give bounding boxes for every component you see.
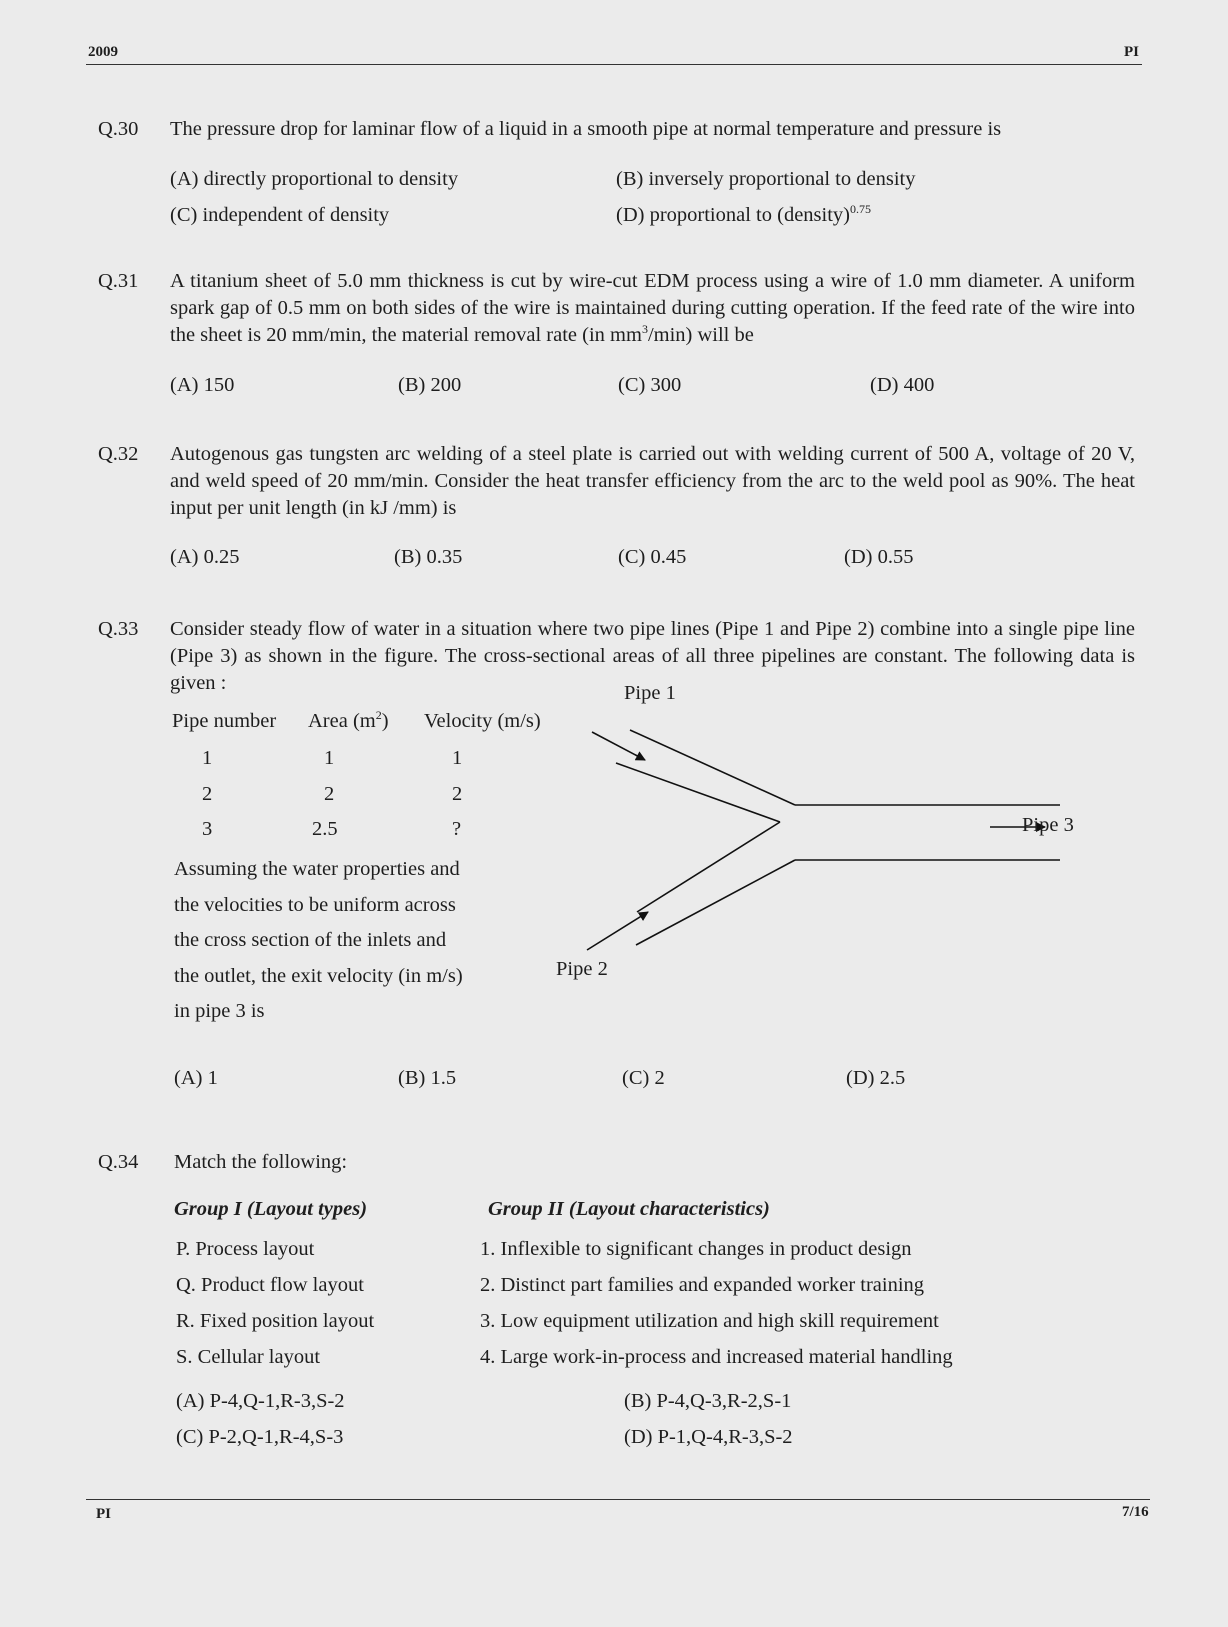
question-text-part1: A titanium sheet of 5.0 mm thickness is cut by wire-cut EDM process using a wire of 1.0 mm diameter. A uniform spark gap of 0.5 mm on both sides of the wire is maintained during cutting operation. If the feed rate of the wire into the sheet is 20 mm/min, the material removal rate (in mm	[170, 270, 1135, 346]
group1-heading: Group I (Layout types)	[174, 1198, 368, 1220]
text-line: the outlet, the exit velocity (in m/s)	[174, 964, 463, 987]
text-line: in pipe 3 is	[174, 1000, 265, 1022]
question-number: Q.30	[98, 118, 139, 140]
pipe2-upper-wall	[637, 822, 780, 912]
text-line: the cross section of the inlets and	[174, 929, 447, 951]
table-head-area-text: Area (m	[308, 710, 376, 732]
question-text: Autogenous gas tungsten arc welding of a steel plate is carried out with welding current of 500 A, voltage of 20 V, and weld speed of 20 mm/min. Consider the heat transfer efficiency from the arc to the weld pool as 90%. The heat input per unit length (in kJ /mm) is	[170, 443, 1135, 519]
table-head-area	[308, 708, 389, 735]
option-b: (B) 1.5	[398, 1067, 457, 1089]
pipe1-upper-wall	[630, 730, 795, 805]
group1-item: S. Cellular layout	[176, 1346, 321, 1368]
group2-item: 2. Distinct part families and expanded worker training	[480, 1274, 925, 1296]
option-c: (C) 2	[622, 1067, 665, 1089]
question-text	[170, 268, 1135, 349]
group1-item: R. Fixed position layout	[176, 1310, 375, 1332]
table-cell: 1	[202, 747, 213, 769]
question-text: Match the following:	[174, 1151, 348, 1173]
group2-heading: Group II (Layout characteristics)	[488, 1198, 770, 1220]
option-c: (C) independent of density	[170, 204, 390, 226]
question-number: Q.32	[98, 443, 139, 465]
option-a: (A) 150	[170, 374, 235, 396]
group2-list	[480, 1231, 953, 1375]
option-b: (B) 0.35	[394, 546, 463, 568]
table-head-pipe: Pipe number	[172, 710, 277, 732]
table-cell: 2	[452, 783, 463, 805]
question-text-sup: 3	[641, 322, 648, 337]
option-c: (C) 0.45	[618, 546, 687, 568]
option-b: (B) inversely proportional to density	[616, 168, 916, 190]
pipe-junction-figure	[540, 680, 1100, 1000]
text-line: Assuming the water properties and	[174, 858, 460, 880]
question-text: The pressure drop for laminar flow of a liquid in a smooth pipe at normal temperature and pressure is	[170, 118, 1002, 140]
table-cell: 2	[202, 783, 213, 805]
option-d-text: (D) proportional to (density)	[616, 204, 850, 226]
group1-list	[176, 1231, 374, 1375]
table-cell: ?	[452, 818, 462, 840]
option-b: (B) P-4,Q-3,R-2,S-1	[624, 1390, 792, 1412]
pipe2-lower-wall	[636, 860, 795, 945]
option-a: (A) directly proportional to density	[170, 168, 459, 190]
option-d: (D) 2.5	[846, 1067, 906, 1089]
option-a: (A) 1	[174, 1067, 218, 1089]
question-text: Consider steady flow of water in a situation where two pipe lines (Pipe 1 and Pipe 2) combine into a single pipe line (Pipe 3) as shown in the figure. The cross-sectional areas of all three pipelines are constant. The following data is given :	[170, 618, 1135, 694]
question-text-continued	[174, 852, 463, 1030]
option-d: (D) 400	[870, 374, 935, 396]
text-line: the velocities to be uniform across	[174, 893, 456, 916]
table-cell: 1	[452, 747, 463, 769]
table-cell: 1	[324, 747, 335, 769]
question-number: Q.31	[98, 270, 139, 292]
question-number: Q.33	[98, 618, 139, 640]
header-paper-code: PI	[1124, 44, 1139, 60]
header-year: 2009	[88, 44, 118, 60]
group2-item: 4. Large work-in-process and increased material handling	[480, 1346, 953, 1368]
table-cell: 3	[202, 818, 213, 840]
pipe3-label: Pipe 3	[1022, 814, 1074, 836]
table-cell: 2.5	[312, 818, 338, 840]
option-d	[616, 202, 871, 229]
table-head-velocity: Velocity (m/s)	[424, 710, 541, 732]
option-d: (D) 0.55	[844, 546, 914, 568]
option-a: (A) P-4,Q-1,R-3,S-2	[176, 1390, 345, 1412]
group1-item: Q. Product flow layout	[176, 1274, 364, 1296]
pipe1-arrow	[592, 732, 645, 760]
question-number: Q.34	[98, 1151, 139, 1173]
option-b: (B) 200	[398, 374, 462, 396]
pipe1-label: Pipe 1	[624, 682, 676, 704]
group2-item: 1. Inflexible to significant changes in product design	[480, 1238, 912, 1260]
footer-rule	[86, 1499, 1150, 1500]
option-a: (A) 0.25	[170, 546, 240, 568]
option-d: (D) P-1,Q-4,R-3,S-2	[624, 1426, 793, 1448]
table-cell: 2	[324, 783, 335, 805]
question-text-part2: /min) will be	[647, 324, 754, 346]
group2-item: 3. Low equipment utilization and high skill requirement	[480, 1310, 939, 1332]
table-head-area-sup: 2	[375, 708, 382, 723]
pipe2-label: Pipe 2	[556, 958, 608, 980]
option-d-exponent: 0.75	[850, 202, 871, 217]
pipe1-lower-wall	[616, 763, 780, 822]
option-c: (C) P-2,Q-1,R-4,S-3	[176, 1426, 344, 1448]
group1-item: P. Process layout	[176, 1238, 315, 1260]
footer-page-number: 7/16	[1122, 1504, 1149, 1520]
header-rule	[86, 64, 1142, 65]
table-head-area-close: )	[381, 710, 389, 732]
option-c: (C) 300	[618, 374, 682, 396]
footer-paper-code: PI	[96, 1506, 111, 1522]
